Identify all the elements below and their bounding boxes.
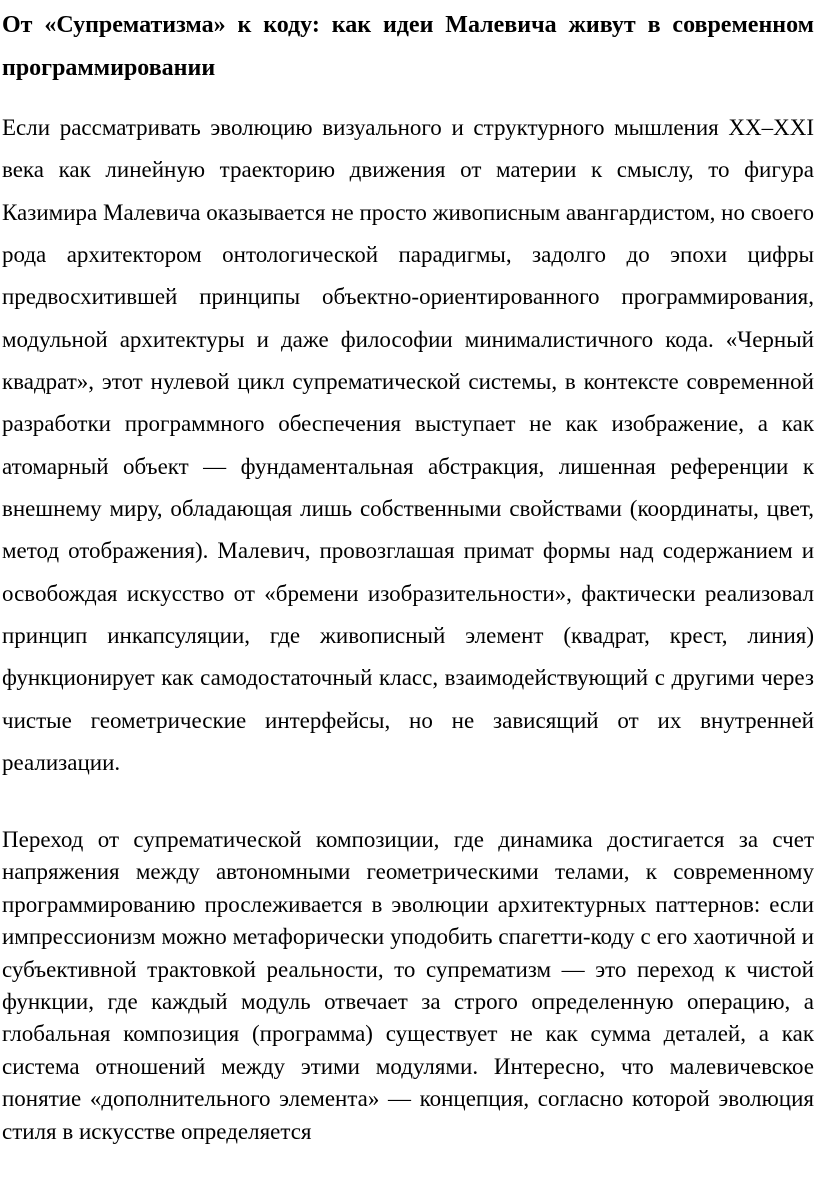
paragraph-1: Если рассматривать эволюцию визуального и структурного мышления XX–XXI века как линейную траекторию движения от материи к смыслу, то фигура Казимира Малевича оказывается не просто живописным авангардистом, но своего рода архитектором онтологической парадигмы, задолго до эпохи цифры предвосхитившей принципы объектно-ориентированного программирования, модульной архитектуры и даже философии минималистичного кода. «Черный квадрат», этот нулевой цикл супрематической системы, в контексте современной разработки программного обеспечения выступает не как изображение, а как атомарный объект — фундаментальная абстракция, лишенная референции к внешнему миру, обладающая лишь собственными свойствами (координаты, цвет, метод отображения). Малевич, провозглашая примат формы над содержанием и освобождая искусство от «бремени изобразительности», фактически реализовал принцип инкапсуляции, где живописный элемент (квадрат, крест, линия) функционирует как самодостаточный класс, взаимодействующий с другими через чистые геометрические интерфейсы, но не зависящий от их внутренней реализации. bbox=[2, 115, 814, 776]
paragraph-2: Переход от супрематической композиции, где динамика достигается за счет напряжения между автономными геометрическими телами, к современному программированию прослеживается в эволюции архитектурных паттернов: если импрессионизм можно метафорически уподобить спагетти-коду с его хаотичной и субъективной трактовкой реальности, то супрематизм — это переход к чистой функции, где каждый модуль отвечает за строго определенную операцию, а глобальная композиция (программа) существует не как сумма деталей, а как система отношений между этими модулями. Интересно, что малевичевское понятие «дополнительного элемента» — концепция, согласно которой эволюция стиля в искусстве определяется bbox=[2, 827, 814, 1144]
document-title: От «Супрематизма» к коду: как идеи Малевича живут в современном программировании bbox=[2, 12, 814, 81]
